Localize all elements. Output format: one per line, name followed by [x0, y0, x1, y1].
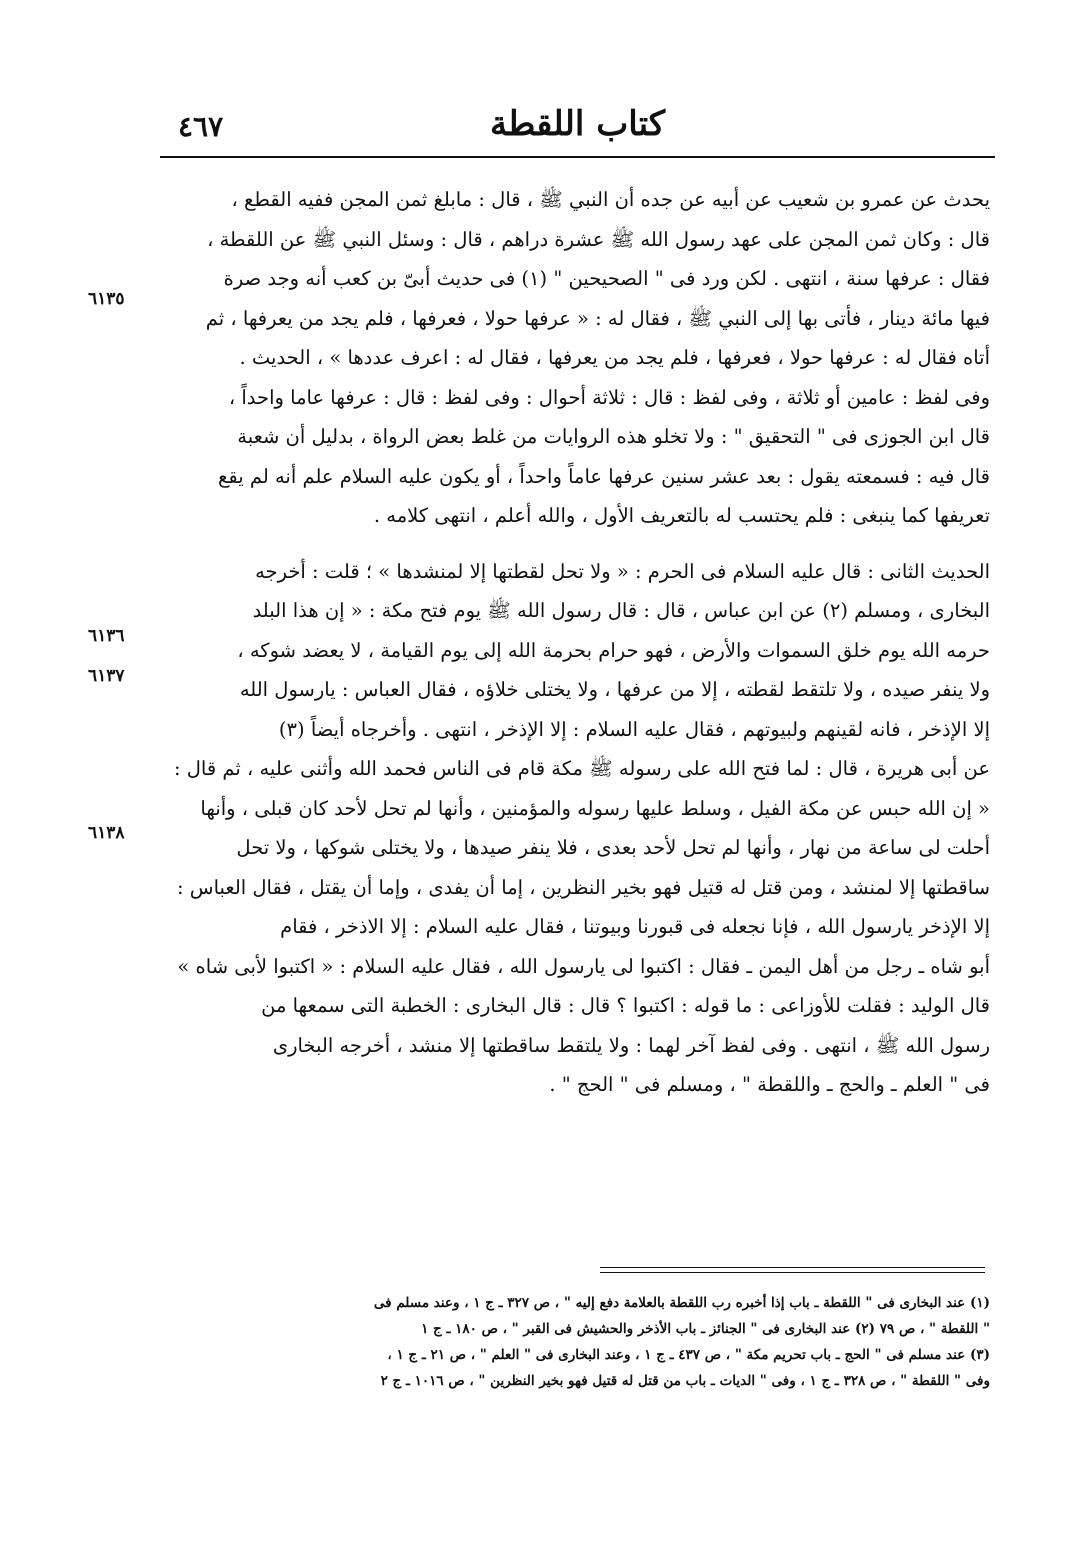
running-title: كتاب اللقطة [489, 104, 666, 144]
text-line: البخارى ، ومسلم (٢) عن ابن عباس ، قال : قال رسول الله ﷺ يوم فتح مكة : « إن هذا البلد [252, 599, 990, 622]
margin-number: ٦١٣٨ [88, 823, 125, 843]
text-line: أتاه فقال له : عرفها حولا ، فعرفها ، فلم يجد من يعرفها ، فقال له : اعرف عددها » ، الحديث . [239, 346, 990, 369]
paragraph-gap [165, 536, 990, 552]
text-line: حرمه الله يوم خلق السموات والأرض ، فهو حرام بحرمة الله إلى يوم القيامة ، لا يعضد شوكه ، [237, 638, 990, 662]
footnote-line: وفى " اللقطة " ، ص ٣٢٨ ـ ج ١ ، وفى " الديات ـ باب من قتل له قتيل فهو بخير النظرين " ، ص ١٠١٦ ـ ج ٢ [380, 1373, 990, 1389]
text-line: يحدث عن عمرو بن شعيب عن أبيه عن جده أن النبي ﷺ ، قال : مابلغ ثمن المجن ففيه القطع ، [231, 188, 990, 211]
margin-number: ٦١٣٥ [88, 289, 125, 309]
text-line: ولا ينفر صيده ، ولا تلتقط لقطته ، إلا من عرفها ، ولا يختلى خلاؤه ، فقال العباس : يارسول الله [239, 678, 990, 701]
margin-hadith-numbers [88, 0, 168, 1552]
footnote-line: (١) عند البخارى فى " اللقطة ـ باب إذا أخبره رب اللقطة بالعلامة دفع إليه " ، ص ٣٢٧ ـ ج ١ ، وعند مسلم فى [373, 1295, 990, 1311]
page-number: ٤٦٧ [178, 110, 224, 143]
text-line: فى " العلم ـ والحج ـ واللقطة " ، ومسلم فى " الحج " . [549, 1073, 990, 1096]
footnote-line: (٣) عند مسلم فى " الحج ـ باب تحريم مكة " ، ص ٤٣٧ ـ ج ١ ، وعند البخارى فى " العلم " ، ص ٢١ ـ ج ١ ، [387, 1347, 990, 1363]
margin-number: ٦١٣٦ [88, 626, 125, 646]
text-line: قال فيه : فسمعته يقول : بعد عشر سنين عرفها عاماً واحداً ، أو يكون عليه السلام علم أنه لم يقع [217, 464, 990, 488]
text-line: قال الوليد : فقلت للأوزاعى : ما قوله : اكتبوا ؟ قال : قال البخارى : الخطبة التى سمعها من [261, 994, 990, 1017]
footnote-rule [600, 1272, 985, 1273]
footnotes [165, 1290, 990, 1394]
text-line: قال : وكان ثمن المجن على عهد رسول الله ﷺ عشرة دراهم ، قال : وسئل النبي ﷺ عن اللقطة ، [207, 227, 990, 251]
footnote-rule [600, 1267, 985, 1268]
hadith-heading-line: الحديث الثانى : قال عليه السلام فى الحرم : « ولا تحل لقطتها إلا لمنشدها » ؛ قلت : أخرجه [255, 559, 990, 583]
text-line: فيها مائة دينار ، فأتى بها إلى النبي ﷺ ، فقال له : « عرفها حولا ، فعرفها ، فلم يجد من يعرفها ، ثم [205, 306, 990, 330]
text-line: عن أبى هريرة ، قال : لما فتح الله على رسوله ﷺ مكة قام فى الناس فحمد الله وأثنى عليه ، ثم قال : [173, 757, 990, 780]
text-line: وفى لفظ : عامين أو ثلاثة ، وفى لفظ : قال : ثلاثة أحوال : وفى لفظ : قال : عرفها عاما واحداً ، [228, 385, 990, 409]
text-line: ساقطتها إلا لمنشد ، ومن قتل له قتيل فهو بخير النظرين ، إما أن يفدى ، وإما أن يقتل ، فقال العباس : [177, 875, 990, 899]
page-header [160, 100, 995, 152]
text-line: إلا الإذخر ، فانه لقينهم ولبيوتهم ، فقال عليه السلام : إلا الإذخر ، انتهى . وأخرجاه أيضاً (٣) [278, 717, 990, 741]
text-line: « إن الله حبس عن مكة الفيل ، وسلط عليها رسوله والمؤمنين ، وأنها لم تحل لأحد كان قبلى ، وأنها [200, 796, 990, 820]
footnote-line: " اللقطة " ، ص ٧٩ (٢) عند البخارى فى " الجنائز ـ باب الأذخر والحشيش فى القبر " ، ص ١٨٠ ـ ج ١ [421, 1321, 990, 1337]
text-line: أحلت لى ساعة من نهار ، وأنها لم تحل لأحد بعدى ، فلا ينفر صيدها ، ولا يختلى شوكها ، ولا تحل [236, 836, 990, 859]
text-line: فقال : عرفها سنة ، انتهى . لكن ورد فى " الصحيحين " (١) فى حديث أبىّ بن كعب أنه وجد صرة [223, 267, 990, 290]
main-text [165, 180, 990, 1105]
text-line: تعريفها كما ينبغى : فلم يحتسب له بالتعريف الأول ، والله أعلم ، انتهى كلامه . [373, 504, 990, 527]
text-line: أبو شاه ـ رجل من أهل اليمن ـ فقال : اكتبوا لى يارسول الله ، فقال عليه السلام : « اكتبوا لأبى شاه » [177, 954, 990, 978]
text-line: قال ابن الجوزى فى " التحقيق " : ولا تخلو هذه الروايات من غلط بعض الرواة ، بدليل أن شعبة [237, 425, 990, 448]
text-line: رسول الله ﷺ ، انتهى . وفى لفظ آخر لهما : ولا يلتقط ساقطتها إلا منشد ، أخرجه البخارى [272, 1033, 990, 1057]
text-line: إلا الإذخر يارسول الله ، فإنا نجعله فى قبورنا وبيوتنا ، فقال عليه السلام : إلا الاذخر ، فقام [280, 915, 990, 938]
header-rule [160, 156, 995, 158]
margin-number: ٦١٣٧ [88, 666, 125, 686]
